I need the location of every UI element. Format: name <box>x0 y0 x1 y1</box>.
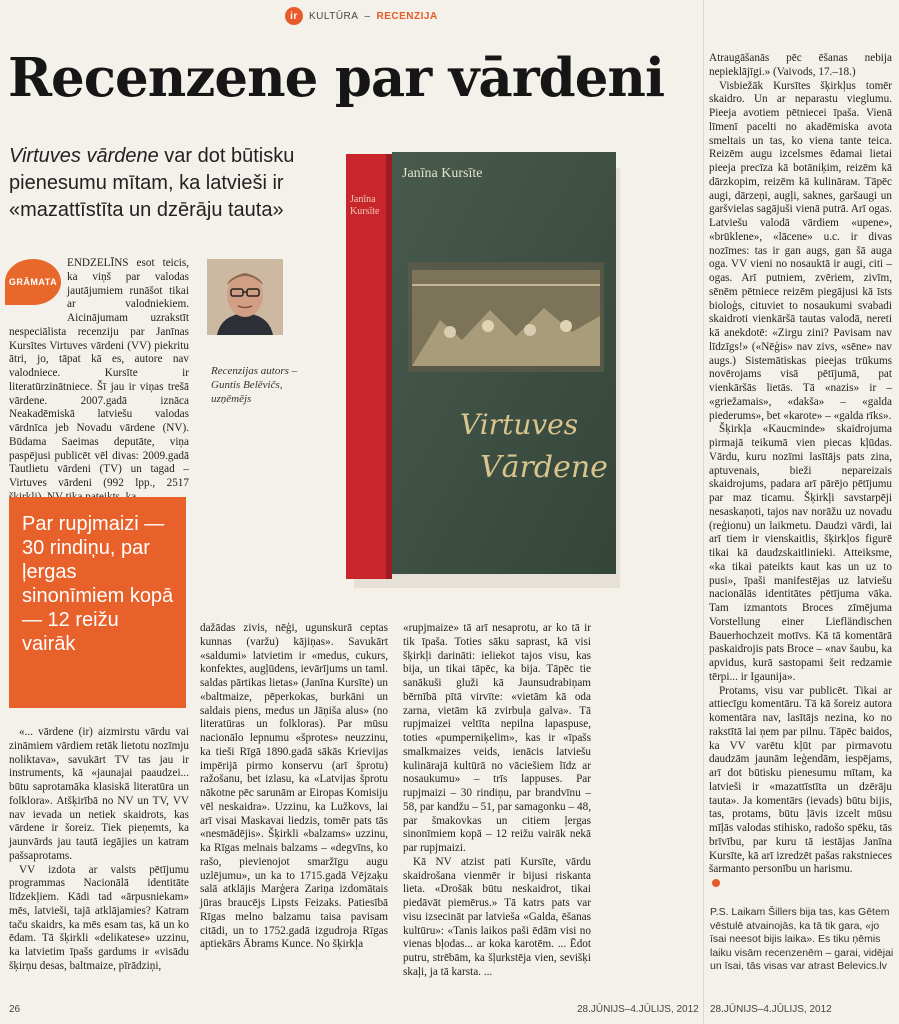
pull-quote-box <box>9 497 186 708</box>
paragraph: dažādas zivis, nēģi, ugunskurā ceptas kunnas (varžu) kājiņas». Savukārt «saldumi» latvietim ir «medus, cukurs, konfektes, augļūdens, ievārījums un taml. saldas pārtikas lietas» (Janīna Kursīte) un «baltmaize, pēperkokas, burkāni un saldais piens, medus un Jāņiša alus» (no literatūras un folkloras). Par mūsu nacionālo lepnumu «šprotes» neuzzinu, ka tieši Rīgā 1890.gadā sākās Krievijas impērijā pirmo konservu (arī šprotu) ražošanu, bet izlasu, ka «Latvijas šprotu nākotne pēc sarunām ar Eiropas Komisiju vēl neskaidra». Uzzinu, ka Lužkovs, lai arī visai Maskavai liedzis, tomēr pats tās «nesmādējis». Šķirkli «balzams» uzzinu, ka Rīgas melnais balzams – «degvīns, ko rašo, pievienojot smaržīgu augu uzlējumu», un ka to 1715.gadā Vējzaķu salā atklājis Marģera Zariņa izdomātais jūras braucējs Lipsts Feizaks. Patiesībā Rīgas melno balzamu taisa pavisam citādi, un to 1752.gadā izgudroja Rīgas aptiekārs Ābrams Kunce. No šķirkļa <box>200 622 388 951</box>
paragraph: Atraugāšanās pēc ēšanas nebija nepieklājīgi.» (Vaivods, 17.–18.) <box>709 52 892 78</box>
portrait-caption <box>211 364 311 406</box>
paragraph: «rupjmaize» tā arī nesaprotu, ar ko tā ir tik īpaša. Toties sāku saprast, kā visi šķirkļi darināti: ieliekot tajos visu, kas bija, un tikai tāpēc, ka bija. Tāpēc tie sanākuši gluži kā Jaunsudrabiņam bērnībā pītā virvīte: «vietām kā oda zarna, vietām kā zvirbuļa galva». Tā rupjmaizei veltīta nepilna lapaspuse, toties «pumperniķelim», kas ir «īpašs smalkmaizes veids, ienācis latviešu kulinārajā kultūrā no vāciešiem līdz ar nosaukumu» – trīs lappuses. Par rupjmaizi – 30 rindiņu, par brandvīnu – 58, par kandžu – 51, par samagonku – 48, par šmakovkas un citiem ļergas sinonīmiem kopā – 12 reižu vairāk nekā par rupjmaizi. <box>403 622 591 854</box>
tag-wrap-space <box>9 257 67 313</box>
page-number: 26 <box>9 1004 21 1015</box>
paragraph: VV izdota ar valsts pētījumu programmas Nacionālā identitāte līdzekļiem. Kādi tad «ārpusniekam» mēs, latvieši, tajā atklājamies? Katram taču skaidrs, ka mēs esam tas, kā un ko ēdam. Tā šķirkli «delikatese» uzzinu, ka latvietim īpašs gardums ir «visādu šķirņu desas, baltmaize, pīrādziņi, <box>9 863 189 972</box>
caption-name: Guntis Belēvičs, uzņēmējs <box>211 379 283 405</box>
rubric-subsection: RECENZIJA <box>376 10 438 22</box>
book-spine-author: Janīna Kursīte <box>350 194 380 217</box>
ir-logo-icon: ir <box>285 7 303 25</box>
article-intro <box>9 257 189 489</box>
postscript: P.S. Laikam Šillers bija tas, kas Gētem vēstulē atvainojās, ka tā tik gara, «jo īsai neesot bijis laika». Es tiku ņēmis laiku visām recenzenēm – garai, vidējai un īsai, tās visas var atrast Belevics.lv <box>710 906 894 972</box>
paragraph: Visbiežāk Kursītes šķirkļus tomēr skaidro. Un ar neparastu vieglumu. Pieeja avotiem pētniecei īpaša. Vienā līmenī pacelti no akadēmiska avota smeltais un tas, ko viena tante teica. Reizēm augu izcelsmes ēdamai lietai pieeja precīza kā botāniķim, reizēm kā dārzkopim, reizēm kā kulinārам. Tāpēc augi, dārzeņi, augļi, saknes, garšaugi un garšvielas sagājuši vienā putrā. Arī ogas. Latviešu valodā vārdiem «upene», «brūklene», «lācene» u.c. ir divas nozīmes: tas ir gan augs, gan šā auga oga. VV vieni no nosauktā ir augi, citi – ogas. Arī putniem, zvēriem, zivīm, sēnēm pētniece reizēm piegājusi kā īsts bioloģs, cituviet to nosaukumi svabadi skaidroti vienkāršā tautas valodā, nereti kā anekdotē: «Zirgu zini? Pavisam nav līdzīgs!» («Nēģis» nav zivs, «sēne» nav augs.) Sistemātiskas pieejas trūkums novērojams visā pētījumā, pat vienkāršās lietās. Tā «nazis» ir – «griežamais», «dakša» – «galda piederums», bet «karote» – «galda rīks». <box>709 79 892 422</box>
book-title-line2: Vārdene <box>480 450 608 485</box>
rubric-section: KULTŪRA <box>309 10 359 22</box>
article-column-2 <box>200 622 388 1000</box>
headline: Recenzene par vārdeni <box>8 47 665 109</box>
category-tag: GRĀMATA <box>5 259 61 305</box>
rubric-separator: – <box>364 10 371 22</box>
article-column-3 <box>403 622 591 1000</box>
lead-book-title: Virtuves vārdene <box>9 145 159 167</box>
article-column-4 <box>709 52 892 898</box>
issue-date-right: 28.JŪNIJS–4.JŪLIJS, 2012 <box>710 1004 832 1015</box>
end-mark-icon <box>712 879 720 887</box>
book-title-line1: Virtuves <box>460 408 579 441</box>
paragraph: Kā NV atzist pati Kursīte, vārdu skaidrošana vienmēr ir bijusi riskanta lieta. «Drošāk būtu neskaidrot, tikai piedāvāt piemērus.» Tā katrs pats var visu izsecināt par latvieša «Galda, ēšanas kultūru»: «Tanis laikos paši ēdām visi no vienas bļodas... ar koka karotēm. ... Ēdot putru, strēbām, ka šļurkstēja vien, sevišķi skaļi, ja tā karsta. ... <box>403 855 591 978</box>
article-column-1 <box>9 726 189 1000</box>
caption-role: Recenzijas autors – <box>211 365 298 377</box>
lead-text: var dot būtisku pienesumu mītam, ka latvieši ir «mazattīstīta un dzērāju tauta» <box>9 145 295 221</box>
paragraph: Protams, visu var publicēt. Tikai ar attiecīgu komentāru. Tā kā šoreiz autora komentāra nav, lasītājs nezina, ko no rakstītā lai ņem par pilnu. Tāpēc baidos, ka VV varētu kļūt par pirmavotu daudzām jaunām leģendām, iespējams, arī dot būtisku pienesumu mītam, ka latvieši ir «mazattīstīta un dzērāju tauta». Ja komentārs (ievads) būtu bijis, tas, protams, būtu ļāvis izcelt mūsu mīļās valodas stihisko, radošo spēku, tās brīvību, par kuru tā iestājas Janīna Kursīte, kā arī izredzēt pašas rakstnieces šarmanto personību un harismu. <box>709 684 892 876</box>
pull-quote-text: Par rupjmaizi — 30 rindiņu, par ļergas sinonīmiem kopā — 12 reižu vairāk <box>22 513 174 655</box>
book-author: Janīna Kursīte <box>402 166 483 181</box>
book-cover-image <box>340 150 620 588</box>
issue-date-left: 28.JŪNIJS–4.JŪLIJS, 2012 <box>577 1004 699 1015</box>
author-portrait <box>207 259 283 335</box>
section-rubric <box>285 7 438 25</box>
lead-paragraph <box>9 143 309 224</box>
page-fold <box>703 0 704 1024</box>
portrait-face-icon <box>207 259 283 335</box>
intro-paragraph: ENDZELĪNS esot teicis, ka viņš par valodas jautājumiem runāšot tikai ar valodniekiem. Aicinājumam uzrakstīt nespeciālista recenziju par Janīnas Kursītes Virtuves vārdeni (VV) piekritu ātri, jo, tāpat kā es, autore nav valodniece. Kursīte ir literatūrzinātniece. Šī jau ir viņas trešā vārdene. 2007.gadā iznāca Neakadēmiskā latviešu valodas vārdnīca jeb Novadu vārdene (NV). Būdama Saeimas deputāte, viņa paspējusi publicēt vēl divas: 2009.gadā Tautlietu vārdeni (TV) un tagad –Virtuves vārdeni (992 lpp., 2517 <box>9 257 189 489</box>
paragraph: «... vārdene (ir) aizmirstu vārdu vai zināmiem vārdiem retāk lietotu nozīmju noliktava», savukārt TV tas jau ir instruments, kā «jaunajai paaudzei... būtu saprotamāka klasiskā literatūra un folklora». Atšķirībā no NV un TV, VV nav ievada un netiek skaidrots, kas vārdene ir šoreiz. Tiek pieņemts, ka jaunvārds jau tautā iegājies un katram pašsaprotams. <box>9 726 189 862</box>
paragraph: Šķirkļa «Kaucminde» skaidrojuma pirmajā teikumā vien piecas kļūdas. Vārdu, kuru nozīmi lasītājs pats zina, aptuvenais, bieži nepareizais skaidrojums, padara arī pārējo pētījumu par maz ticamu. Šķirkļi savstarpēji nesaskaņoti, tajos nav norāžu uz novadu (reģionu) un laikmetu. Daudzi vārdi, lai arī tiem ir vienskaitlis, šķirkļos figurē tikai kā daudzskaitlinieki. Atteiksme, «ka tikai pateikts kaut kas un uz to pusi», īpaši manifestējas uz latviešu nacionālās identitātes pētījuma vāka. Tam izmantots Broces zīmējuma Vorstellung einer Liefländischen Bauerhochzeit motīvs. Kā tā komentārā paskaidrojis pats Broce – «nav šaubu, ka apvidus, kurā sastopami šeit redzamie tērpi... ir Igaunija». <box>709 423 892 683</box>
